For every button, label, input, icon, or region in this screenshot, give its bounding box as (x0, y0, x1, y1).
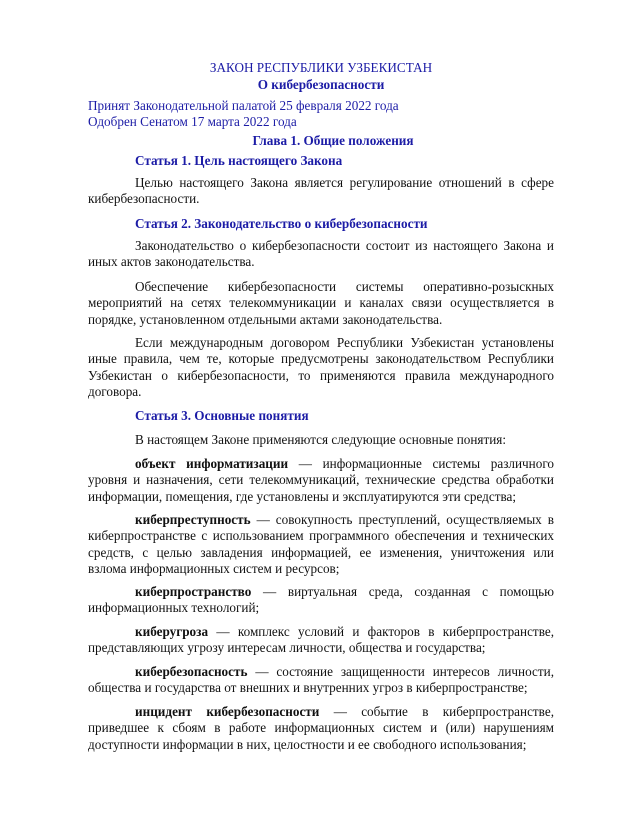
approved-date: Одобрен Сенатом 17 марта 2022 года (88, 114, 297, 129)
definition-term: киберпространство (135, 584, 252, 599)
definition-term: киберпреступность (135, 512, 251, 527)
article-3-intro: В настоящем Законе применяются следующие основные понятия: (135, 432, 507, 447)
definition-text: — состояние защищенности интересов личности, общества и государства от внешних и внутренних угроз в киберпространстве; (88, 664, 554, 696)
article-2-heading: Статья 2. Законодательство о кибербезопасности (135, 216, 428, 231)
definition-term: инцидент кибербезопасности (135, 704, 320, 719)
article-3-heading: Статья 3. Основные понятия (135, 408, 309, 423)
definition-term: кибербезопасность (135, 664, 248, 679)
article-2-paragraph-1: Законодательство о кибербезопасности состоит из настоящего Закона и иных актов законодательства. (88, 238, 554, 270)
definition-term: объект информатизации (135, 456, 289, 471)
definition-item (88, 704, 554, 753)
article-1-paragraph: Целью настоящего Закона является регулирование отношений в сфере кибербезопасности. (88, 175, 554, 207)
definition-text: — виртуальная среда, созданная с помощью информационных технологий; (88, 584, 554, 616)
definition-item (88, 584, 554, 617)
adopted-date: Принят Законодательной палатой 25 февраля 2022 года (88, 98, 399, 113)
definition-term: киберугроза (135, 624, 209, 639)
definition-item (88, 624, 554, 657)
law-subtitle: О кибербезопасности (257, 77, 385, 92)
article-1-heading: Статья 1. Цель настоящего Закона (135, 153, 343, 168)
definition-item (88, 456, 554, 505)
law-title: ЗАКОН РЕСПУБЛИКИ УЗБЕКИСТАН (209, 60, 433, 75)
article-2-paragraph-3: Если международным договором Республики Узбекистан установлены иные правила, чем те, которые предусмотрены законодательством Республики Узбекистан о кибербезопасности, то применяются правила международного договора. (88, 335, 554, 399)
chapter-heading: Глава 1. Общие положения (252, 133, 414, 148)
definition-item (88, 664, 554, 697)
article-2-paragraph-2: Обеспечение кибербезопасности системы оперативно-розыскных мероприятий на сетях телекоммуникации и каналах связи осуществляется в порядке, установленном отдельными актами законодательства. (88, 279, 554, 327)
definition-text: — совокупность преступлений, осуществляемых в киберпространстве с использованием программного обеспечения и технических средств, с целью завладения информацией, ее изменения, уничтожения или взлома информационных систем и ресурсов; (88, 512, 554, 576)
definition-text: — комплекс условий и факторов в киберпространстве, представляющих угрозу интересам личности, общества и государства; (88, 624, 554, 656)
definition-text: — информационные системы различного уровня и назначения, сети телекоммуникаций, технические средства обработки информации, помещения, где установлены и эксплуатируются эти средства; (88, 456, 554, 504)
definition-item (88, 512, 554, 577)
definition-text: — событие в киберпространстве, приведшее к сбоям в работе информационных систем и (или) нарушениям доступности информации в них, целостности и ее свободного использования; (88, 704, 554, 752)
